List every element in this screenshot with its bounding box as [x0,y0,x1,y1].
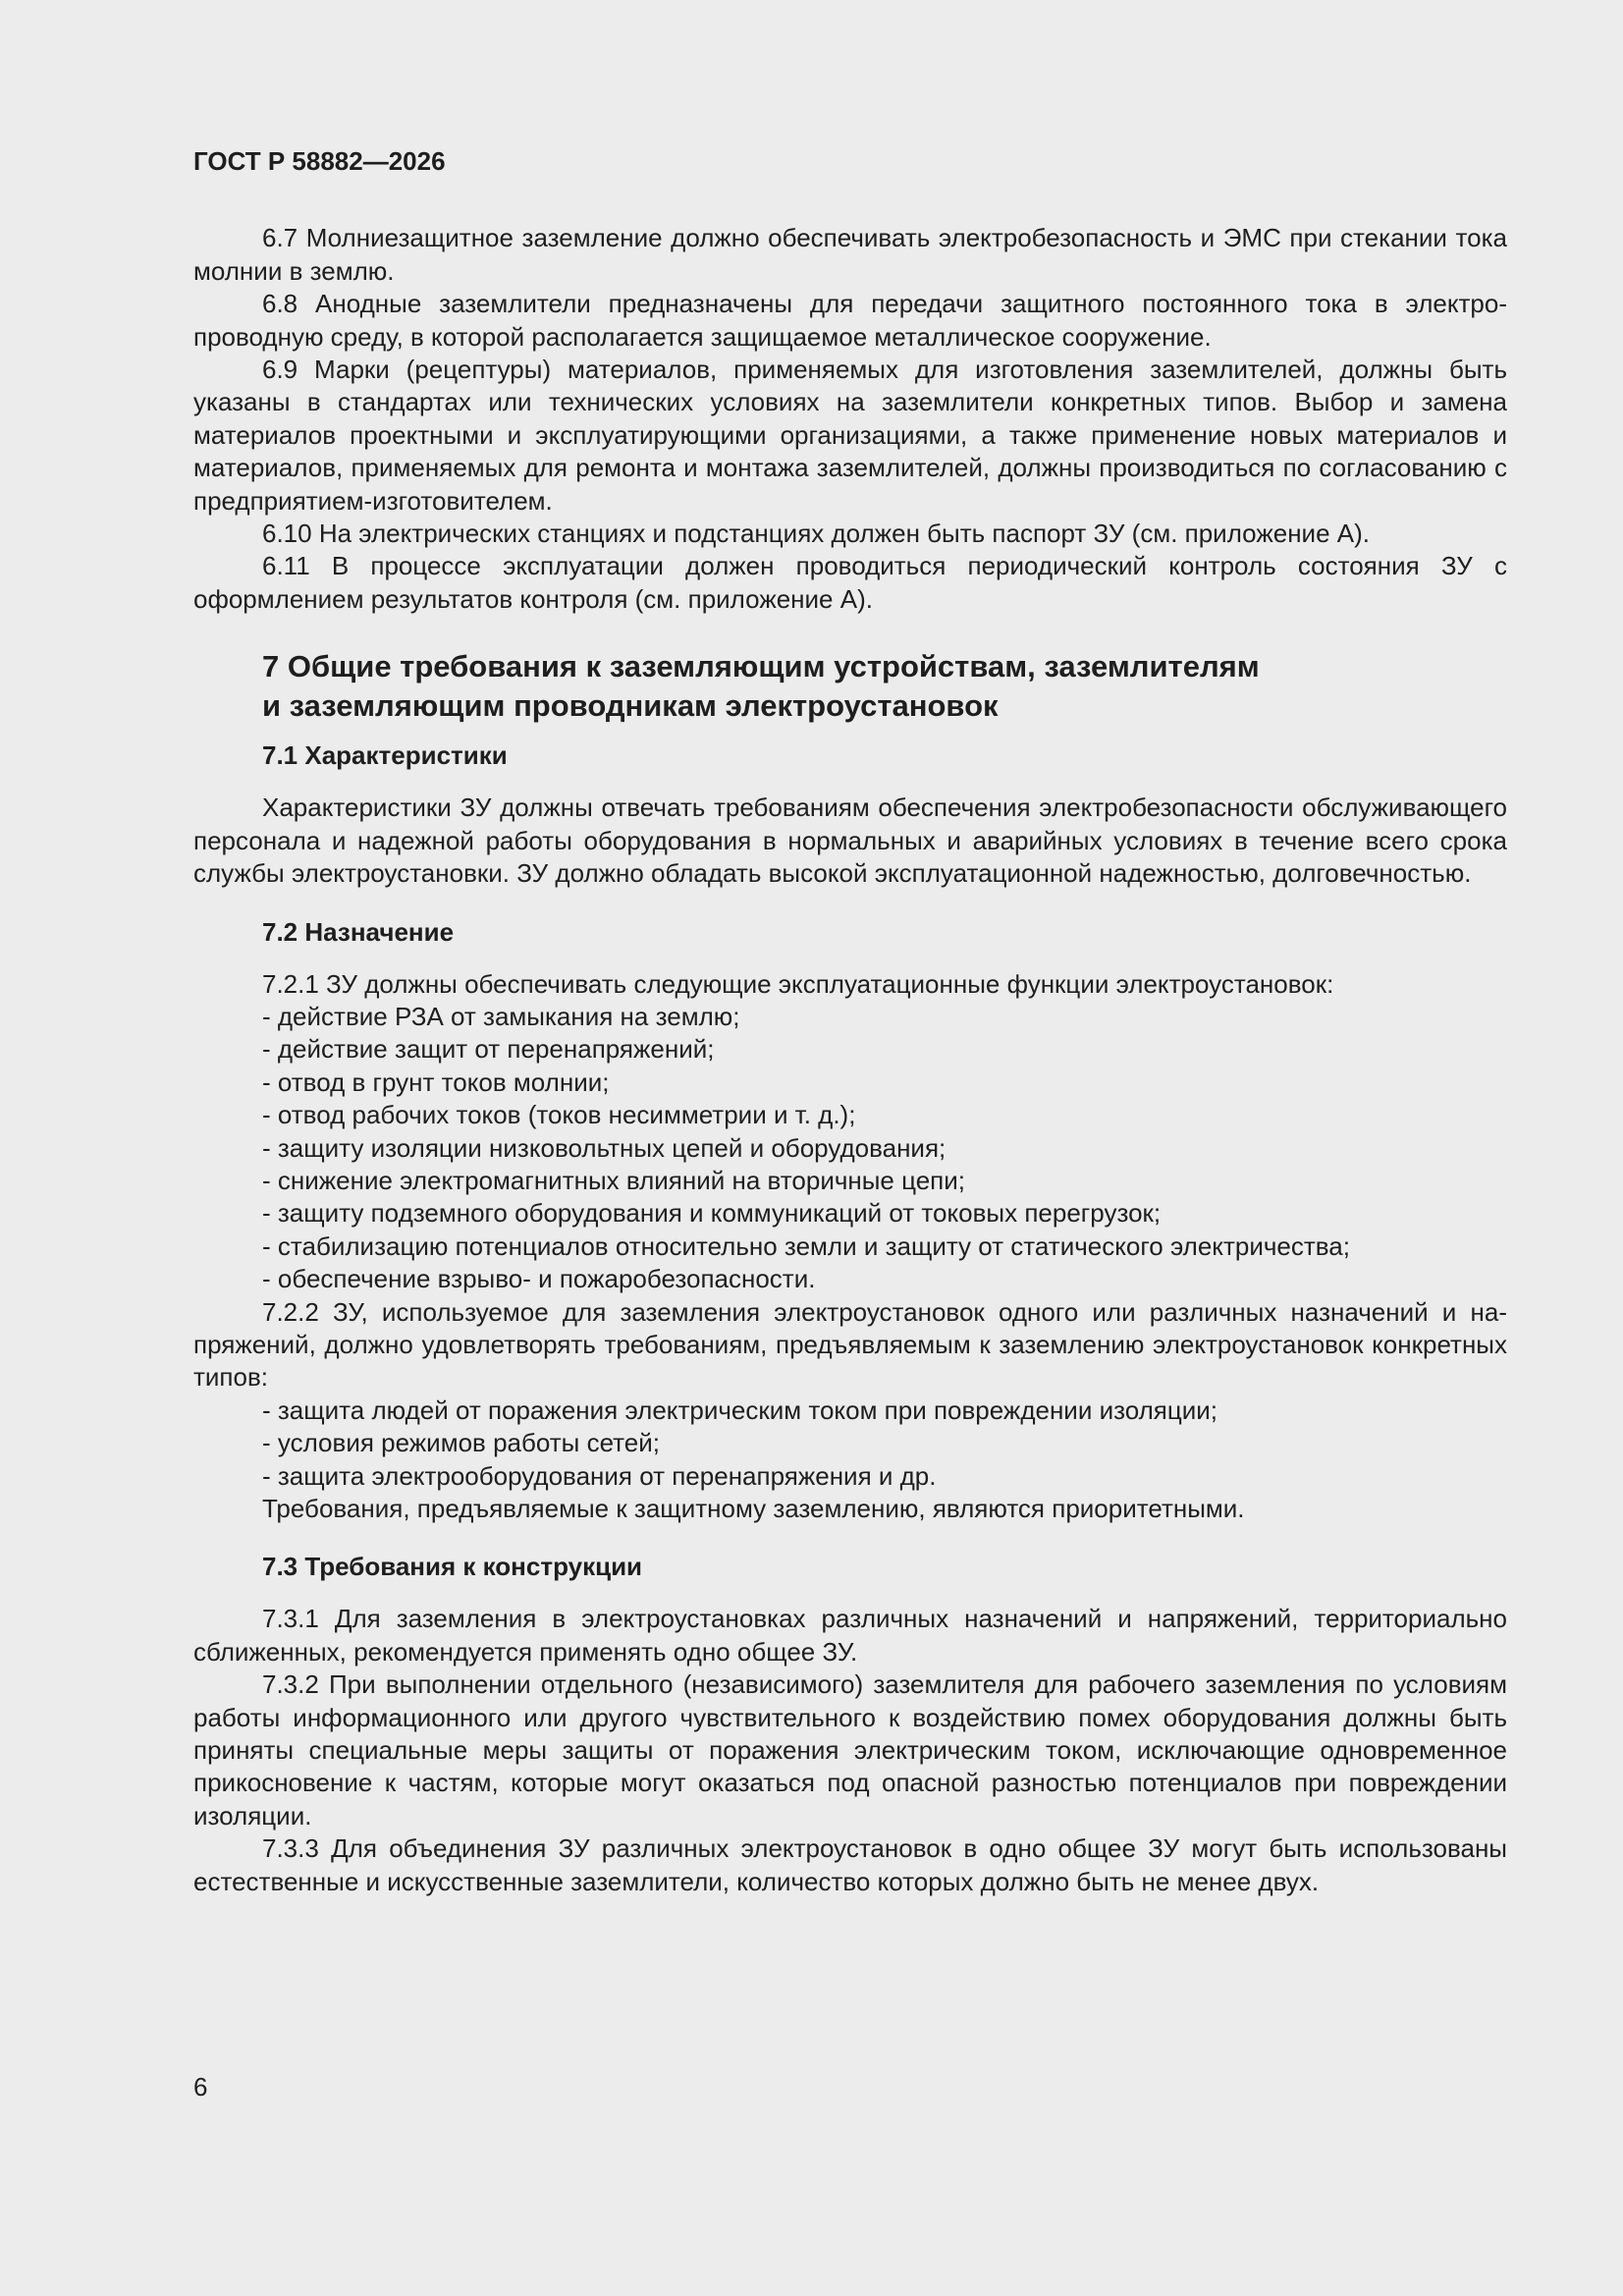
paragraph-6-7: 6.7 Молниезащитное заземление должно обеспечивать электробезопасность и ЭМС при стекании тока молнии в землю. [193,223,1507,286]
paragraph-7-1: Характеристики ЗУ должны отвечать требованиям обеспечения электробезопасности обслуживающего персонала и надежной работы оборудования в нормальных и аварийных условиях в течение всего срока службы электроустановки. ЗУ должно обладать высокой эксплуатационной надежностью, долговечностью. [193,793,1507,889]
list-item-function: - действие РЗА от замыкания на землю; [262,1001,740,1031]
list-item-function: - действие защит от перенапряжений; [262,1034,715,1065]
paragraph-7-3-1: 7.3.1 Для заземления в электроустановках различных назначений и напряжений, территориально сближенных, рекомендуется применять одно общее ЗУ. [193,1604,1507,1667]
paragraph-6-8: 6.8 Анодные заземлители предназначены для передачи защитного постоянного тока в электропроводную среду, в которой располагается защищаемое металлическое сооружение. [193,289,1507,352]
list-item-function: - защиту подземного оборудования и коммуникаций от токовых перегрузок; [262,1198,1162,1229]
list-item-function: - отвод рабочих токов (токов несимметрии и т. д.); [262,1100,856,1130]
subsection-7-3-title: 7.3 Требования к конструкции [262,1552,643,1582]
list-item-requirement: - защита людей от поражения электрическим током при повреждении изоляции; [262,1394,1218,1425]
list-item-function: - отвод в грунт токов молнии; [262,1066,610,1097]
paragraph-6-9: 6.9 Марки (рецептуры) материалов, применяемых для изготовления заземлителей, должны быть указаны в стандартах или технических условиях на заземлители конкретных типов. Выбор и замена материалов проектными и эксплуатирующими организациями, а также применение новых материалов и материалов, применяемых для ремонта и монтажа заземлителей, должны производиться по согласованию с предприятием-изготовителем. [193,355,1507,516]
paragraph-6-10: 6.10 На электрических станциях и подстанциях должен быть паспорт ЗУ (см. приложение А). [262,519,1370,549]
page-number: 6 [193,2072,208,2102]
subsection-7-1-title: 7.1 Характеристики [262,740,508,771]
section-7-heading-line1: 7 Общие требования к заземляющим устройствам, заземлителям [262,649,1260,684]
list-item-function: - стабилизацию потенциалов относительно земли и защиту от статического электричества; [262,1230,1350,1261]
subsection-7-2-title: 7.2 Назначение [262,916,455,947]
list-item-function: - снижение электромагнитных влияний на вторичные цепи; [262,1165,966,1195]
list-item-requirement: - условия режимов работы сетей; [262,1428,661,1458]
paragraph-priority: Требования, предъявляемые к защитному заземлению, являются приоритетными. [262,1494,1245,1523]
section-7-heading [262,647,1507,726]
document-header: ГОСТ Р 58882—2026 [193,146,446,176]
paragraph-7-3-3: 7.3.3 Для объединения ЗУ различных электроустановок в одно общее ЗУ могут быть использованы естественные и искусственные заземлители, количество которых должно быть не менее двух. [193,1833,1507,1896]
paragraph-7-2-1: 7.2.1 ЗУ должны обеспечивать следующие эксплуатационные функции электроустановок: [262,968,1334,999]
paragraph-7-2-2: 7.2.2 ЗУ, используемое для заземления электроустановок одного или различных назначений и напряжений, должно удовлетворять требованиям, предъявляемым к заземлению электроустановок конкретных типов: [193,1296,1507,1393]
paragraph-6-11: 6.11 В процессе эксплуатации должен проводиться периодический контроль состояния ЗУ с оформлением результатов контроля (см. приложение А). [193,551,1507,614]
list-item-requirement: - защита электрооборудования от перенапряжения и др. [262,1460,937,1491]
section-7-heading-line2: и заземляющим проводникам электроустановок [262,688,999,724]
list-item-function: - защиту изоляции низковольтных цепей и оборудования; [262,1132,947,1163]
list-item-function: - обеспечение взрыво- и пожаробезопасности. [262,1264,816,1294]
document-page [193,145,1507,1898]
paragraph-7-3-2: 7.3.2 При выполнении отдельного (независимого) заземлителя для рабочего заземления по условиям работы информационного или другого чувствительного к воздействию помех оборудования должны быть приняты специальные меры защиты от поражения электрическим током, исключающие одновременное прикосновение к частям, которые могут оказаться под опасной разностью потенциалов при повреждении изоляции. [193,1669,1507,1831]
